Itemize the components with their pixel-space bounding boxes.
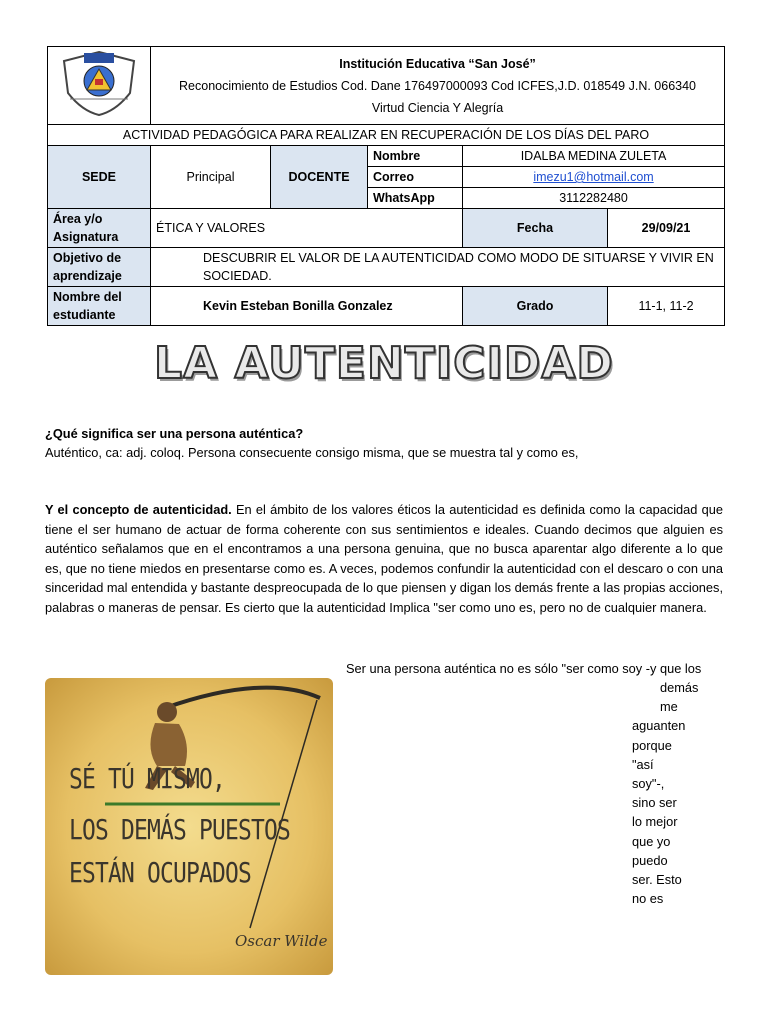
page-title: LA AUTENTICIDAD [154,338,614,389]
header-table [47,46,725,326]
side-line: sino ser [632,795,677,811]
side-line: "así [632,756,654,772]
activity-title: ACTIVIDAD PEDAGÓGICA PARA REALIZAR EN RECUPERACIÓN DE LOS DÍAS DEL PARO [48,125,725,146]
fecha-label: Fecha [463,209,608,248]
recognition-line: Reconocimiento de Estudios Cod. Dane 176497000093 Cod ICFES,J.D. 018549 J.N. 066340 [179,78,697,93]
side-line: demás [660,680,699,695]
school-shield-icon [56,49,142,117]
poster-line-1: SÉ TÚ MISMO, [69,762,226,795]
poster-signature: Oscar Wilde [235,932,328,950]
institution-name: Institución Educativa “San José” [339,56,536,71]
grado-label: Grado [463,287,608,326]
concept-paragraph [45,500,723,617]
concept-lead: Y el concepto de autenticidad. [45,502,232,517]
side-line: aguanten [632,718,686,734]
side-line: puedo [632,852,668,868]
side-line: soy"-, [632,775,665,791]
whatsapp-label: WhatsApp [368,188,463,209]
docente-label: DOCENTE [271,146,368,209]
quote-poster-image [45,678,333,975]
whatsapp-value: 3112282480 [463,188,725,209]
motto: Virtud Ciencia Y Alegría [371,100,504,115]
side-line: que yo [632,833,671,849]
objetivo-label: Objetivo de aprendizaje [48,248,151,287]
side-column-text [632,678,716,908]
side-line: me [660,699,678,715]
area-label: Área y/o Asignatura [48,209,151,248]
side-line: no es [632,891,664,907]
side-line: porque [632,737,672,753]
grado-value: 11-1, 11-2 [608,287,725,326]
sede-value: Principal [151,146,271,209]
docente-name: IDALBA MEDINA ZULETA [463,146,725,167]
poster-line-3: ESTÁN OCUPADOS [69,856,252,889]
concept-body: En el ámbito de los valores éticos la autenticidad es definida como la capacidad que tiene el ser humano de actuar de forma coherente con sus sentimientos e ideales. Cuando decimos que alguien es auténtico señalamos que en el encontramos a una persona genuina, que no busca aparentar algo diferente a lo que es, que no tiene miedos en presentarse como es. A veces, podemos confundir la autenticidad con el descaro o con una sinceridad mal entendida y bastante despreocupada de lo que piensen y digan los demás frente a las propias acciones, palabras o maneras de pensar. Es cierto que la autenticidad Implica "ser como uno es, pero no de cualquier manera. [45,502,724,615]
estudiante-label: Nombre del estudiante [48,287,151,326]
side-line: ser. Esto [632,871,682,887]
side-line: lo mejor [632,814,678,830]
objetivo-value: DESCUBRIR EL VALOR DE LA AUTENTICIDAD COMO MODO DE SITUARSE Y VIVIR EN SOCIEDAD. [151,248,725,287]
correo-label: Correo [368,167,463,188]
fecha-value: 29/09/21 [608,209,725,248]
question-heading: ¿Qué significa ser una persona auténtica? [45,426,304,441]
sede-label: SEDE [48,146,151,209]
side-first-line: Ser una persona auténtica no es sólo "ser como soy -y que los [346,661,702,676]
estudiante-value: Kevin Esteban Bonilla Gonzalez [151,287,463,326]
nombre-label: Nombre [368,146,463,167]
email-link[interactable]: imezu1@hotmail.com [533,170,654,184]
area-value: ÉTICA Y VALORES [151,209,463,248]
school-logo [48,47,151,125]
poster-line-2: LOS DEMÁS PUESTOS [69,813,291,846]
definition-text: Auténtico, ca: adj. coloq. Persona consecuente consigo misma, que se muestra tal y como es, [45,445,579,460]
